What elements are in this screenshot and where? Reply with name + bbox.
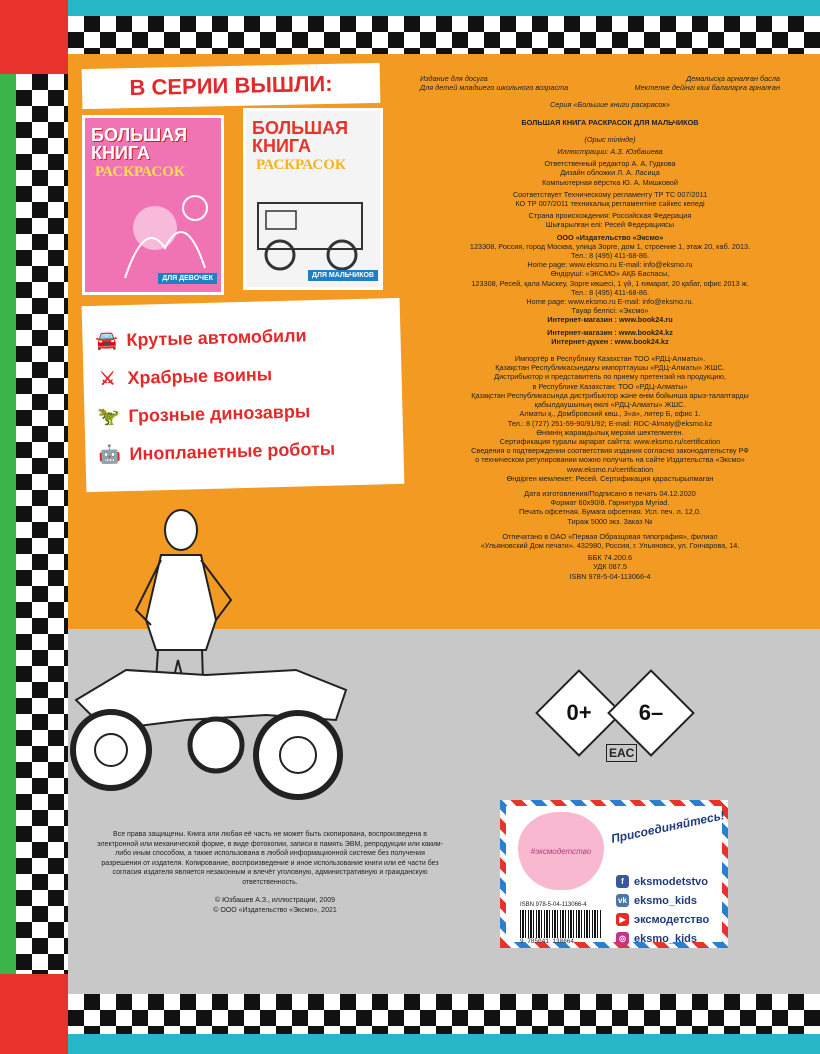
book-tag: ДЛЯ ДЕВОЧЕК: [158, 273, 217, 284]
leisure-row: [400, 74, 820, 83]
importer-line: Сведения о подтверждении соответствия издания согласно законодательству РФ: [471, 446, 749, 456]
social-link-youtube[interactable]: [616, 910, 709, 929]
web-ru: Home page: www.eksmo.ru E-mail: info@eksmo.ru: [527, 260, 693, 270]
book-tag: ДЛЯ МАЛЬЧИКОВ: [308, 270, 378, 281]
print-line: Печать офсетная. Бумага офсетная. Усл. печ. л. 12,0.: [519, 507, 701, 517]
social-link-instagram[interactable]: [616, 929, 709, 948]
print-line: Формат 60х90/8. Гарнитура Myriad.: [550, 498, 670, 508]
regulation-kz: КО ТР 007/2011 техникалық регламентіне сәйкес келеді: [515, 199, 705, 209]
phone-ru: Тел.: 8 (495) 411-68-86.: [570, 251, 650, 261]
youtube-icon: ▶: [616, 913, 629, 926]
copyright-publisher: © ООО «Издательство «Эксмо», 2021: [213, 907, 337, 914]
book-cover-boys[interactable]: [243, 108, 383, 290]
copyright-illustrations: © Юзбашев А.З., иллюстрации, 2009: [214, 897, 335, 904]
top-checker-border: [68, 16, 820, 54]
publisher-name: ООО «Издательство «Эксмо»: [556, 232, 664, 242]
theme-label: Храбрые воины: [127, 363, 273, 388]
print-info: [400, 489, 820, 526]
facebook-icon: f: [616, 875, 629, 888]
heart-logo: #эксмодетство: [518, 812, 604, 890]
shop-link: Интернет-дүкен : www.book24.kz: [551, 336, 669, 346]
address-ru: 123308, Россия, город Москва, улица Зорге, дом 1, строение 1, этаж 20, каб. 2013.: [469, 241, 751, 251]
leisure-kz: Демалысқа арналған басла: [686, 74, 780, 83]
theme-label: Грозные динозавры: [128, 400, 311, 426]
language-note: (Орыс тілінде): [584, 134, 636, 144]
social-label: eksmodetstvo: [634, 875, 708, 888]
top-teal-strip: [68, 0, 820, 16]
social-links: [616, 872, 709, 948]
origin-ru: Страна происхождения: Российская Федерация: [528, 211, 692, 221]
importer-info: [400, 354, 820, 483]
importer-line: Алматы қ., Домбровский көш., 3«а», литер Б, офис 1.: [519, 409, 701, 419]
trademark-kz: Тауар белгісі: «Эксмо»: [571, 306, 649, 316]
top-left-red-corner: [0, 0, 68, 74]
social-label: eksmo_kids: [634, 894, 697, 907]
copyright: [175, 896, 375, 916]
manufacturer-kz: Өндіруші: «ЭКСМО» АҚБ Баспасы,: [550, 269, 670, 279]
theme-label: Инопланетные роботы: [129, 438, 336, 464]
theme-item: [97, 428, 392, 474]
series-title: В СЕРИИ ВЫШЛИ:: [82, 63, 381, 109]
illustrator: Иллюстрации: А.З. Юзбашева: [557, 147, 663, 157]
udk-code: УДК 087.5: [593, 562, 627, 572]
series-name: Серия «Большие книги раскрасок»: [550, 100, 670, 110]
layout-artist: Компьютерная вёрстка Ю. А. Мишковой: [542, 177, 678, 187]
isbn-code: ISBN 978-5-04-113066-4: [569, 571, 651, 581]
book-subtitle: РАСКРАСОК: [95, 164, 185, 180]
car-icon: 🚘: [95, 330, 118, 351]
bottom-teal-strip: [68, 1034, 820, 1054]
bottom-checker-border: [68, 994, 820, 1034]
regulation-ru: Соответствует Техническому регламенту ТР ТС 007/2011: [512, 189, 708, 199]
origin-kz: Шығарылған елі: Ресей Федерациясы: [545, 220, 675, 230]
importer-line: Тел.: 8 (727) 251-59-90/91/92; E-mail: RDC-Almaty@eksmo.kz: [507, 418, 713, 428]
vk-icon: vk: [616, 894, 629, 907]
phone-kz: Тел.: 8 (495) 411-68-86.: [570, 287, 650, 297]
quad-bike-rider-illustration: [66, 500, 366, 830]
importer-line: в Республике Казахстан: ТОО «РДЦ-Алматы»: [532, 381, 688, 391]
theme-label: Крутые автомобили: [126, 324, 307, 350]
eac-mark: EAC: [606, 744, 637, 762]
social-label: эксмодетство: [634, 913, 710, 926]
rights-notice: Все права защищены. Книга или любая её часть не может быть скопирована, воспроизведена в электронной или механической форме, в виде фотокопии, записи в память ЭВМ, репродукции или каким-либо иным способом, а также использована в любой информационной системе без получения разрешения от издателя. Копирование, воспроизведение и иное использование книги или её части без согласия издателя является незаконным и влечёт уголовную, административную и гражданскую ответственность.: [97, 831, 443, 886]
importer-line: www.eksmo.ru/certification: [566, 464, 654, 474]
left-checker-border: [16, 74, 68, 974]
cover-designer: Дизайн обложки Л. А. Ласица: [560, 168, 660, 178]
book-title: БОЛЬШАЯ КНИГА: [252, 118, 349, 156]
importer-line: о техническом регулировании можно получить на сайте Издательства «Эксмо»: [475, 455, 745, 465]
bbk-code: ББК 74.200.6: [587, 553, 633, 563]
robot-icon: 🤖: [98, 444, 121, 465]
address-kz: 123308, Ресей, қала Мәскеу, Зорге көшесі, 1 үй, 1 ғимарат, 20 қабат, офис 2013 ж.: [471, 278, 749, 288]
importer-line: Қазақстан Республикасында дистрибьютор және өнім бойынша арыз-талаптарды: [471, 390, 749, 400]
age-row: [400, 83, 820, 92]
left-green-strip: [0, 74, 16, 974]
join-envelope: [500, 800, 728, 948]
social-link-facebook[interactable]: [616, 872, 709, 891]
social-link-vk[interactable]: [616, 891, 709, 910]
barcode: [520, 910, 602, 938]
dinosaur-icon: 🦖: [97, 406, 120, 427]
print-line: Тираж 5000 экз. Заказ №: [567, 516, 653, 526]
social-label: eksmo_kids: [634, 932, 697, 945]
importer-line: қабылдаушының өкілі «РДЦ-Алматы» ЖШС.: [534, 400, 686, 410]
importer-line: Дистрибьютор и представитель по приему претензий на продукцию,: [494, 372, 726, 382]
book-subtitle: РАСКРАСОК: [256, 157, 346, 173]
printer-line: «Ульяновский Дом печати». 432980, Россия, г. Ульяновск, ул. Гончарова, 14.: [480, 540, 740, 550]
age-kz: Мектепке дейінгі кіші балаларға арналған: [634, 83, 780, 93]
importer-line: Импортёр в Республику Казахстан ТОО «РДЦ-Алматы».: [514, 354, 706, 364]
instagram-icon: ◎: [616, 932, 629, 945]
barcode-number: 9 785041 130664: [520, 938, 575, 945]
editor: Ответственный редактор А. А. Гудкова: [544, 159, 676, 169]
leisure-ru: Издание для досуга: [420, 74, 488, 83]
join-call: Присоединяйтесь!: [609, 808, 726, 846]
importer-line: Қазақстан Республикасындағы импорттаушы «РДЦ-Алматы» ЖШС.: [495, 363, 725, 373]
crossed-swords-icon: ⚔: [99, 368, 116, 389]
age-ru: Для детей младшего школьного возраста: [420, 83, 569, 93]
shop-link: Интернет-магазин : www.book24.kz: [547, 327, 673, 337]
themes-list: [82, 298, 405, 492]
printer-line: Отпечатано в ОАО «Первая Образцовая типография», филиал: [502, 531, 718, 541]
age-label: 0+: [566, 700, 592, 725]
importer-line: Өнімнің жарамдылық мерзімі шектелмеген.: [536, 427, 684, 437]
importer-line: Сертификация туралы ақпарат сайтта: www.eksmo.ru/certification: [499, 436, 721, 446]
publication-info: [400, 74, 820, 581]
web-kz: Home page: www.eksmo.ru E-mail: info@eksmo.ru.: [526, 297, 694, 307]
book-title: БОЛЬШАЯ КНИГА: [91, 125, 188, 163]
book-title-main: БОЛЬШАЯ КНИГА РАСКРАСОК ДЛЯ МАЛЬЧИКОВ: [521, 117, 699, 127]
truck-illustration: [246, 183, 380, 283]
watermark: BYZON.by: [747, 1033, 812, 1048]
print-line: Дата изготовления/Подписано в печать 04.12.2020: [524, 488, 696, 498]
age-label: 6–: [638, 700, 664, 725]
shop-link: Интернет-магазин : www.book24.ru: [547, 315, 673, 325]
bottom-left-red-corner: [0, 974, 68, 1054]
book-cover-girls[interactable]: [82, 115, 224, 295]
importer-line: Өндірген мемлекет: Ресей. Сертификация қарастырылмаған: [506, 473, 714, 483]
barcode-isbn: ISBN 978-5-04-113066-4: [520, 902, 587, 908]
